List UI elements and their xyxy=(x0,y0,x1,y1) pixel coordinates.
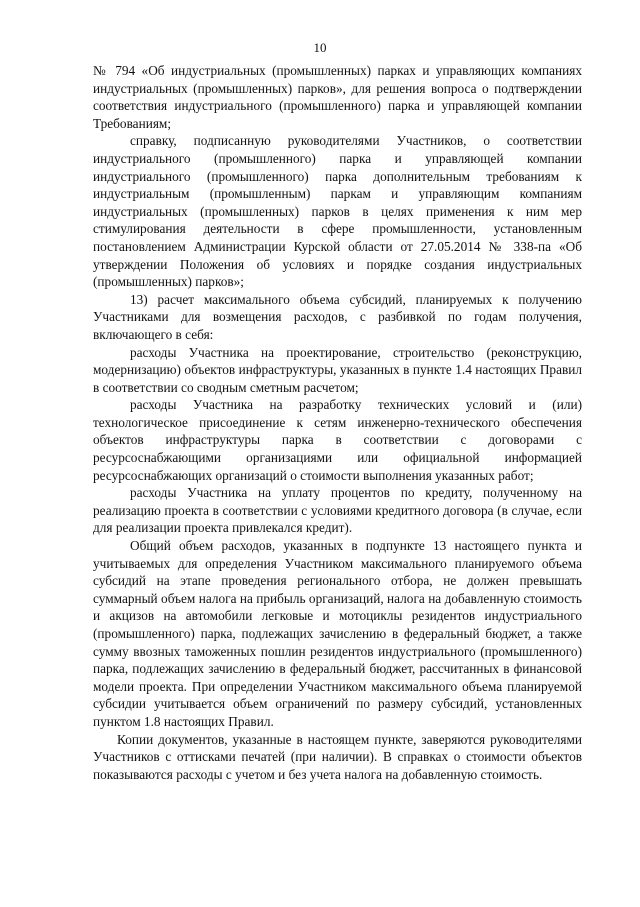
paragraph-document-copies: Копии документов, указанные в настоящем пункте, заверяются руководителями Участников с оттисками печатей (при наличии). В справках о стоимости объектов показываются расходы с учетом и без учета налога на добавленную стоимость. xyxy=(93,731,582,782)
paragraph-connection-expenses: расходы Участника на разработку технических условий и (или) технологическое присоединение к сетям инженерно-технического обеспечения объектов инфраструктуры парка в соответствии с договорами с ресурсоснабжающими организациями или официальной информацией ресурсоснабжающих организаций о стоимости выполнения указанных работ; xyxy=(93,397,582,483)
paragraph-item-13: 13) расчет максимального объема субсидий, планируемых к получению Участниками для возмещения расходов, с разбивкой по годам получения, включающего в себя: xyxy=(93,291,582,342)
paragraph-design-expenses: расходы Участника на проектирование, строительство (реконструкцию, модернизацию) объектов инфраструктуры, указанных в пункте 1.4 настоящих Правил в соответствии со сводным сметным расчетом; xyxy=(93,344,582,395)
paragraph-certificate: справку, подписанную руководителями Участников, о соответствии индустриального (промышленного) парка и управляющей компании индустриального (промышленного) парка дополнительным требованиям к индустриальным (промышленным) паркам и управляющим компаниям индустриальных (промышленных) парков в целях применения к ним мер стимулирования деятельности в сфере промышленности, установленным постановлением Администрации Курской области от 27.05.2014 № 338-па «Об утверждении Положения об условиях и порядке создания индустриальных (промышленных) парков»; xyxy=(93,133,582,290)
paragraph-total-expenses: Общий объем расходов, указанных в подпункте 13 настоящего пункта и учитываемых для определения Участником максимального планируемого объема субсидий на этапе проведения регионального отбора, не должен превышать суммарный объем налога на прибыль организаций, налога на добавленную стоимость и акцизов на автомобили легковые и мотоциклы резидентов индустриального (промышленного) парка, подлежащих зачислению в федеральный бюджет, а также сумму ввозных таможенных пошлин резидентов индустриального (промышленного) парка, подлежащих зачислению в федеральный бюджет, рассчитанных в финансовой модели проекта. При определении Участником максимального объема планируемой субсидии учитывается объем ограничений по размеру субсидий, установленных пунктом 1.8 настоящих Правил. xyxy=(93,538,582,729)
paragraph-law-reference: № 794 «Об индустриальных (промышленных) парках и управляющих компаниях индустриальных (промышленных) парков», для решения вопроса о подтверждении соответствия индустриального (промышленного) парка и управляющей компании Требованиям; xyxy=(93,63,582,131)
document-body xyxy=(93,62,582,783)
paragraph-interest-expenses: расходы Участника на уплату процентов по кредиту, полученному на реализацию проекта в соответствии с условиями кредитного договора (в случае, если для реализации проекта привлекался кредит). xyxy=(93,485,582,536)
page-number: 10 xyxy=(313,40,327,55)
